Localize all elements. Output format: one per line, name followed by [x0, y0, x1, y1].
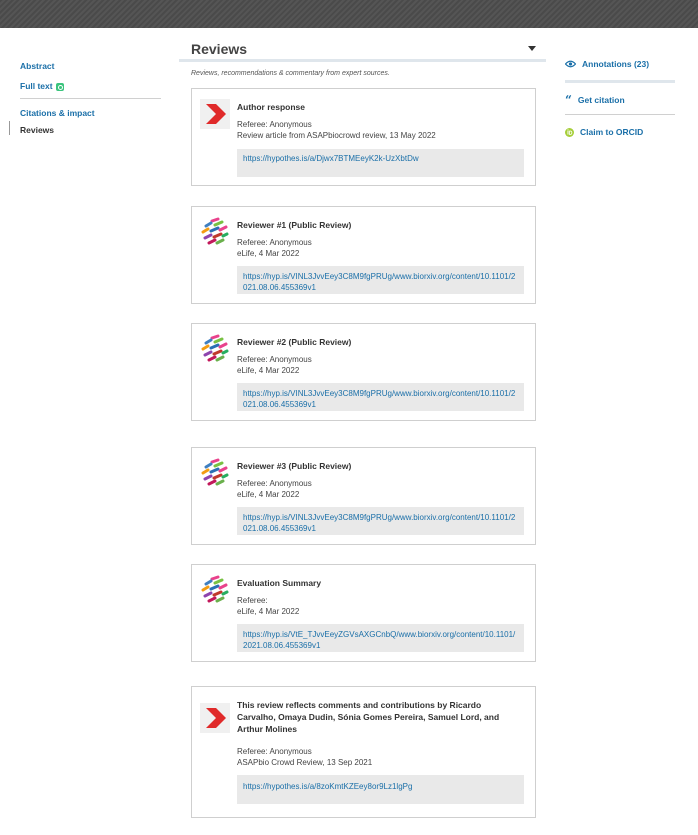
review-source: Review article from ASAPbiocrowd review, 13 May 2022: [237, 131, 436, 140]
review-title: Reviewer #1 (Public Review): [237, 220, 352, 230]
review-referee: Referee: Anonymous: [237, 747, 312, 756]
review-link[interactable]: https://hypothes.is/a/8zoKmtKZEey8or9Lz1lgPg: [237, 775, 524, 804]
review-link[interactable]: https://hyp.is/VINL3JvvEey3C8M9fgPRUg/www.biorxiv.org/content/10.1101/2021.08.06.455369v1: [237, 507, 524, 535]
review-title: Reviewer #2 (Public Review): [237, 337, 352, 347]
review-link[interactable]: https://hyp.is/VtE_TJvvEeyZGVsAXGCnbQ/www.biorxiv.org/content/10.1101/2021.08.06.455369v1: [237, 624, 524, 652]
review-link[interactable]: https://hyp.is/VINL3JvvEey3C8M9fgPRUg/www.biorxiv.org/content/10.1101/2021.08.06.455369v1: [237, 266, 524, 294]
review-referee: Referee:: [237, 596, 268, 605]
review-card: [191, 206, 536, 304]
top-header-bar: [0, 0, 698, 28]
review-referee: Referee: Anonymous: [237, 238, 312, 247]
rail-divider: [565, 80, 675, 83]
elife-logo-icon: [200, 217, 230, 247]
review-source: ASAPbio Crowd Review, 13 Sep 2021: [237, 758, 373, 767]
review-source: eLife, 4 Mar 2022: [237, 490, 300, 499]
review-title: Reviewer #3 (Public Review): [237, 461, 352, 471]
review-referee: Referee: Anonymous: [237, 479, 312, 488]
reviews-section: [191, 40, 546, 59]
open-access-icon: [56, 83, 64, 91]
page-title: Reviews: [191, 41, 248, 57]
review-title: Evaluation Summary: [237, 578, 322, 588]
orcid-icon: [565, 128, 574, 137]
review-card: [191, 564, 536, 662]
reviews-header[interactable]: [191, 40, 546, 59]
review-card: [191, 323, 536, 421]
review-referee: Referee: Anonymous: [237, 120, 312, 129]
eye-icon: [565, 60, 576, 68]
review-card: [191, 686, 536, 818]
elife-logo-icon: [200, 334, 230, 364]
review-referee: Referee: Anonymous: [237, 355, 312, 364]
nav-citations-link[interactable]: Citations & impact: [20, 108, 95, 118]
asapbio-arrow-icon: [200, 703, 230, 733]
section-underline: [179, 59, 546, 62]
claim-orcid-link[interactable]: [565, 127, 643, 137]
review-card: [191, 447, 536, 545]
annotations-link[interactable]: [565, 59, 649, 69]
review-source: eLife, 4 Mar 2022: [237, 366, 300, 375]
get-citation-link[interactable]: [565, 95, 625, 105]
quote-icon: “: [565, 93, 572, 107]
collapse-caret-icon[interactable]: [528, 46, 536, 51]
review-card: [191, 88, 536, 186]
annotations-label: Annotations (23): [582, 59, 650, 69]
nav-reviews-link[interactable]: Reviews: [20, 125, 55, 135]
review-source: eLife, 4 Mar 2022: [237, 249, 300, 258]
get-citation-label: Get citation: [577, 95, 625, 105]
rail-divider: [565, 114, 675, 115]
nav-abstract-link[interactable]: Abstract: [20, 61, 55, 71]
review-title: This review reflects comments and contributions by Ricardo Carvalho, Omaya Dudin, Sónia Gomes Pereira, Samuel Lord, and Arthur Molines: [237, 700, 500, 734]
nav-divider: [20, 98, 161, 99]
claim-orcid-label: Claim to ORCID: [580, 127, 644, 137]
asapbio-arrow-icon: [200, 99, 230, 129]
review-title: Author response: [237, 102, 306, 112]
nav-fulltext-link[interactable]: [20, 81, 64, 92]
section-subtitle: Reviews, recommendations & commentary from expert sources.: [191, 70, 390, 77]
review-link[interactable]: https://hypothes.is/a/Djwx7BTMEeyK2k-UzXbtDw: [237, 149, 524, 177]
review-source: eLife, 4 Mar 2022: [237, 607, 300, 616]
nav-fulltext-label: Full text: [20, 81, 53, 91]
nav-active-indicator: [9, 121, 10, 135]
elife-logo-icon: [200, 458, 230, 488]
review-link[interactable]: https://hyp.is/VINL3JvvEey3C8M9fgPRUg/www.biorxiv.org/content/10.1101/2021.08.06.455369v1: [237, 383, 524, 411]
elife-logo-icon: [200, 575, 230, 605]
